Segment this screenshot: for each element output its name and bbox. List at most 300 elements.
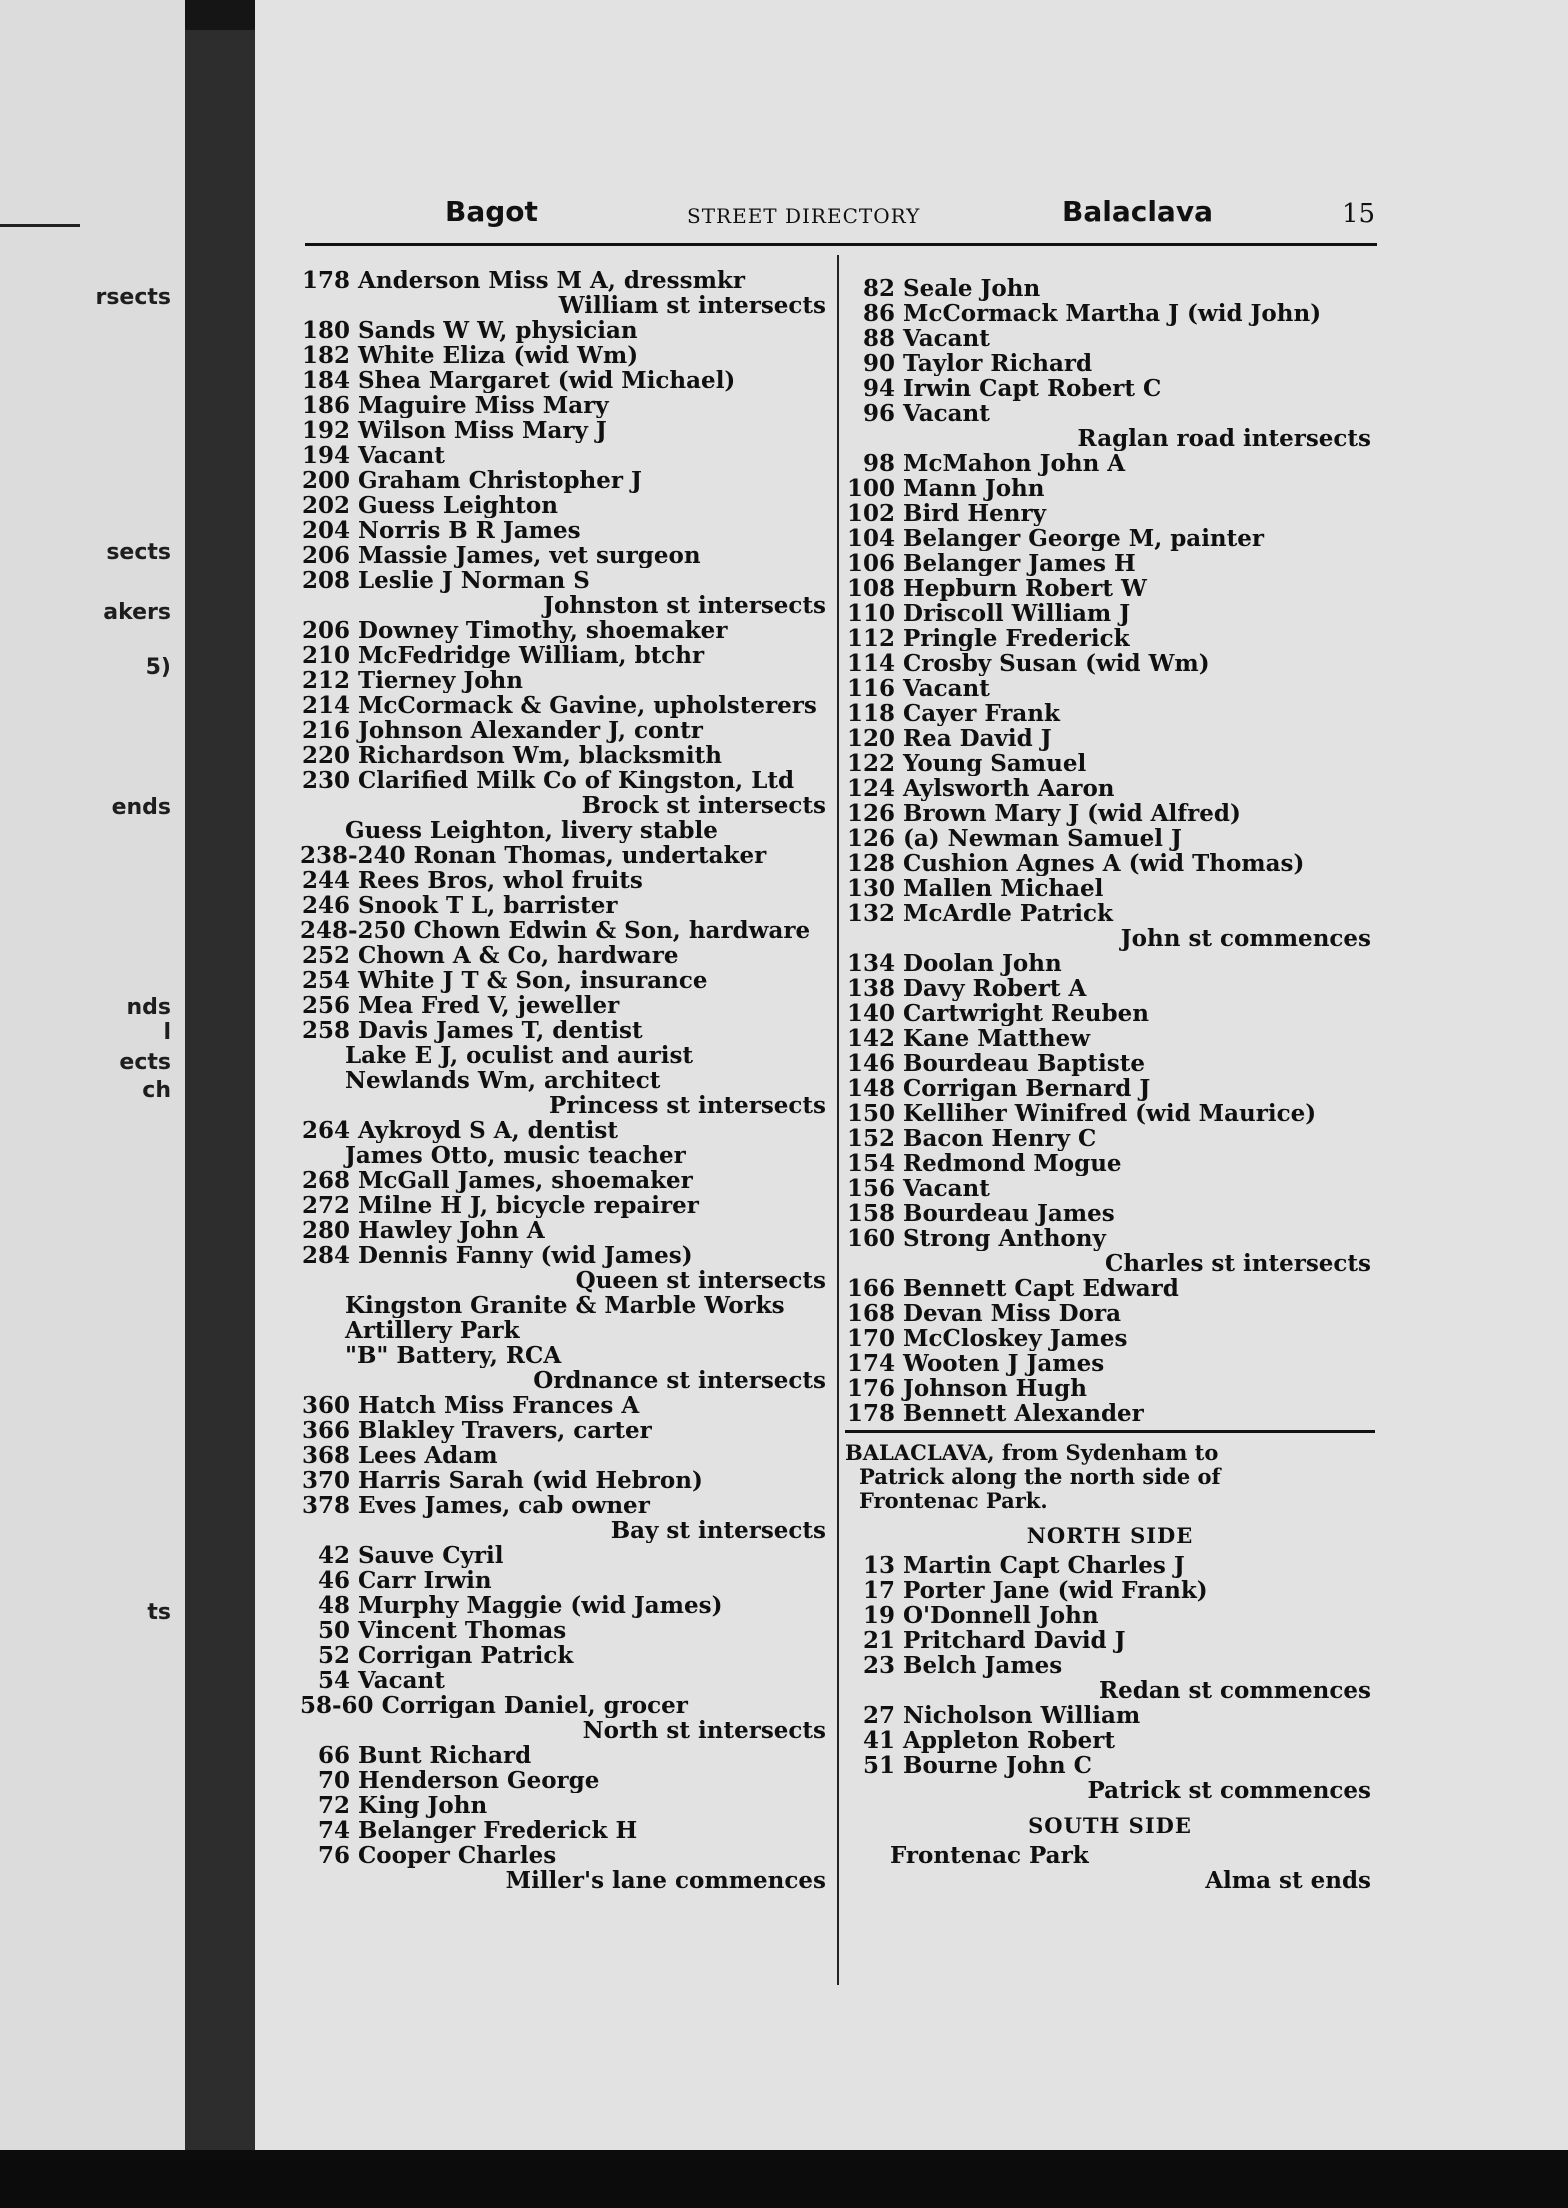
street-number: 118 [846, 701, 895, 726]
directory-entry [300, 318, 830, 343]
resident-name: Hawley John A [358, 1218, 545, 1243]
directory-entry [845, 1728, 1375, 1753]
directory-entry [300, 518, 830, 543]
directory-entry [845, 276, 1375, 301]
street-number: 88 [862, 326, 895, 351]
resident-name: Corrigan Patrick [358, 1643, 574, 1668]
street-number: 76 [317, 1843, 350, 1868]
cross-street: Charles st intersects [1105, 1251, 1371, 1276]
resident-name: Irwin Capt Robert C [903, 376, 1162, 401]
resident-name: White J T & Son, insurance [358, 968, 708, 993]
directory-entry [845, 676, 1375, 701]
street-number: 256 [301, 993, 350, 1018]
directory-entry [845, 551, 1375, 576]
resident-name: Bourdeau Baptiste [903, 1051, 1145, 1076]
directory-entry [845, 1628, 1375, 1653]
header-title: STREET DIRECTORY [687, 204, 921, 228]
resident-name: Vacant [903, 676, 990, 701]
street-number: 21 [862, 1628, 895, 1653]
directory-entry [845, 1578, 1375, 1603]
directory-entry [300, 443, 830, 468]
street-number: 176 [846, 1376, 895, 1401]
resident-name: Cartwright Reuben [903, 1001, 1149, 1026]
resident-name: Aykroyd S A, dentist [358, 1118, 618, 1143]
cross-street: Brock st intersects [581, 793, 826, 818]
street-number: 194 [301, 443, 350, 468]
directory-entry [845, 351, 1375, 376]
street-number: 124 [846, 776, 895, 801]
resident-name: King John [358, 1793, 488, 1818]
resident-name: Guess Leighton [358, 493, 558, 518]
street-number: 86 [862, 301, 895, 326]
street-number: 46 [317, 1568, 350, 1593]
directory-entry [845, 451, 1375, 476]
resident-name: Milne H J, bicycle repairer [358, 1193, 699, 1218]
balaclava-heading [845, 1441, 1375, 1513]
street-number: 370 [301, 1468, 350, 1493]
directory-entry [845, 1401, 1375, 1426]
continuation-entry: Newlands Wm, architect [345, 1068, 661, 1093]
directory-entry [845, 301, 1375, 326]
directory-entry [300, 918, 830, 943]
street-number: 280 [301, 1218, 350, 1243]
resident-name: Pritchard David J [903, 1628, 1126, 1653]
resident-name: Bacon Henry C [903, 1126, 1097, 1151]
directory-entry [300, 718, 830, 743]
directory-entry [845, 626, 1375, 651]
resident-name: Mea Fred V, jeweller [358, 993, 620, 1018]
directory-entry [300, 1493, 830, 1518]
directory-entry [300, 993, 830, 1018]
resident-name: Lees Adam [358, 1443, 498, 1468]
header-rule [305, 243, 1377, 246]
resident-name: Belanger James H [903, 551, 1136, 576]
directory-entry [845, 776, 1375, 801]
resident-name: Maguire Miss Mary [358, 393, 609, 418]
directory-entry [300, 1618, 830, 1643]
street-number: 120 [846, 726, 895, 751]
resident-name: Leslie J Norman S [358, 568, 590, 593]
street-number: 184 [301, 368, 350, 393]
street-number: 42 [317, 1543, 350, 1568]
continuation-entry: Lake E J, oculist and aurist [345, 1043, 694, 1068]
resident-name: Downey Timothy, shoemaker [358, 618, 728, 643]
balaclava-heading-line: Patrick along the north side of [859, 1464, 1221, 1489]
resident-name: (a) Newman Samuel J [903, 826, 1182, 851]
cross-street: Johnston st intersects [543, 593, 826, 618]
directory-entry [845, 851, 1375, 876]
street-number: 51 [862, 1753, 895, 1778]
resident-name: Belanger Frederick H [358, 1818, 638, 1843]
resident-name: Bourdeau James [903, 1201, 1115, 1226]
street-number: 108 [846, 576, 895, 601]
right-column [845, 276, 1375, 1893]
street-number: 246 [301, 893, 350, 918]
directory-entry [300, 843, 830, 868]
street-number: 368 [301, 1443, 350, 1468]
resident-name: Kane Matthew [903, 1026, 1091, 1051]
directory-entry [300, 868, 830, 893]
street-number: 148 [846, 1076, 895, 1101]
directory-entry [300, 768, 830, 793]
street-number: 360 [301, 1393, 350, 1418]
resident-name: Porter Jane (wid Frank) [903, 1578, 1208, 1603]
street-number: 150 [846, 1101, 895, 1126]
street-number: 132 [846, 901, 895, 926]
directory-entry [300, 968, 830, 993]
street-number: 50 [317, 1618, 350, 1643]
resident-name: Wooten J James [903, 1351, 1105, 1376]
street-number: 100 [846, 476, 895, 501]
street-number: 254 [301, 968, 350, 993]
resident-name: Doolan John [903, 951, 1062, 976]
resident-name: Chown Edwin & Son, hardware [413, 918, 811, 943]
resident-name: McFedridge William, btchr [358, 643, 705, 668]
resident-name: Ronan Thomas, undertaker [413, 843, 767, 868]
resident-name: Blakley Travers, carter [358, 1418, 652, 1443]
street-number: 366 [301, 1418, 350, 1443]
resident-name: Belch James [903, 1653, 1063, 1678]
street-number: 82 [862, 276, 895, 301]
street-number: 182 [301, 343, 350, 368]
directory-entry [845, 401, 1375, 426]
resident-name: Kelliher Winifred (wid Maurice) [903, 1101, 1317, 1126]
street-number: 212 [301, 668, 350, 693]
directory-entry [845, 1703, 1375, 1728]
street-number: 17 [862, 1578, 895, 1603]
street-number: 238-240 [300, 843, 406, 868]
left-page-text-fragment: ects [119, 1050, 171, 1075]
directory-entry [300, 1118, 830, 1143]
resident-name: Henderson George [358, 1768, 600, 1793]
resident-name: Wilson Miss Mary J [358, 418, 607, 443]
resident-name: Strong Anthony [903, 1226, 1106, 1251]
resident-name: Redmond Mogue [903, 1151, 1122, 1176]
street-number: 378 [301, 1493, 350, 1518]
street-number: 114 [846, 651, 895, 676]
street-number: 146 [846, 1051, 895, 1076]
resident-name: Martin Capt Charles J [903, 1553, 1185, 1578]
resident-name: Murphy Maggie (wid James) [358, 1593, 723, 1618]
cross-street: Ordnance st intersects [533, 1368, 826, 1393]
cross-street: Patrick st commences [1087, 1778, 1371, 1803]
street-number: 138 [846, 976, 895, 1001]
resident-name: Dennis Fanny (wid James) [358, 1243, 693, 1268]
directory-entry [300, 1168, 830, 1193]
street-number: 112 [846, 626, 895, 651]
street-number: 156 [846, 1176, 895, 1201]
directory-entry [300, 693, 830, 718]
directory-entry [845, 726, 1375, 751]
street-number: 258 [301, 1018, 350, 1043]
directory-entry [845, 1753, 1375, 1778]
street-number: 204 [301, 518, 350, 543]
left-page-rule [0, 224, 80, 227]
resident-name: Richardson Wm, blacksmith [358, 743, 722, 768]
directory-entry [300, 1593, 830, 1618]
street-number: 248-250 [300, 918, 406, 943]
street-number: 152 [846, 1126, 895, 1151]
resident-name: Hepburn Robert W [903, 576, 1147, 601]
resident-name: Davis James T, dentist [358, 1018, 643, 1043]
directory-entry [845, 1076, 1375, 1101]
resident-name: White Eliza (wid Wm) [358, 343, 639, 368]
page-header [445, 195, 1380, 237]
cross-street: John st commences [1120, 926, 1371, 951]
resident-name: Bennett Capt Edward [903, 1276, 1179, 1301]
street-number: 206 [301, 618, 350, 643]
directory-entry [300, 618, 830, 643]
directory-entry [300, 1393, 830, 1418]
directory-entry [845, 1226, 1375, 1251]
resident-name: Sauve Cyril [358, 1543, 504, 1568]
street-number: 116 [846, 676, 895, 701]
resident-name: McCormack & Gavine, upholsterers [358, 693, 817, 718]
resident-name: Hatch Miss Frances A [358, 1393, 640, 1418]
directory-entry [845, 501, 1375, 526]
street-number: 122 [846, 751, 895, 776]
directory-entry [845, 476, 1375, 501]
resident-name: O'Donnell John [903, 1603, 1099, 1628]
street-number: 58-60 [300, 1693, 374, 1718]
resident-name: Bird Henry [903, 501, 1046, 526]
directory-entry [300, 1768, 830, 1793]
resident-name: Young Samuel [903, 751, 1087, 776]
left-page-fragment [0, 0, 185, 2150]
directory-entry [300, 1818, 830, 1843]
resident-name: Bourne John C [903, 1753, 1092, 1778]
street-number: 284 [301, 1243, 350, 1268]
street-number: 102 [846, 501, 895, 526]
directory-entry [300, 1568, 830, 1593]
resident-name: Johnson Alexander J, contr [358, 718, 703, 743]
directory-entry [845, 1201, 1375, 1226]
directory-entry [300, 543, 830, 568]
continuation-entry: Frontenac Park [890, 1843, 1089, 1868]
resident-name: Vacant [903, 326, 990, 351]
directory-entry [300, 1018, 830, 1043]
resident-name: McCloskey James [903, 1326, 1128, 1351]
left-page-text-fragment: ts [147, 1600, 171, 1625]
left-page-text-fragment: ends [111, 795, 171, 820]
resident-name: Bennett Alexander [903, 1401, 1144, 1426]
resident-name: Carr Irwin [358, 1568, 492, 1593]
left-page-text-fragment: nds [126, 995, 171, 1020]
resident-name: Anderson Miss M A, dressmkr [358, 268, 745, 293]
street-number: 192 [301, 418, 350, 443]
directory-entry [300, 468, 830, 493]
street-number: 74 [317, 1818, 350, 1843]
street-number: 130 [846, 876, 895, 901]
street-number: 70 [317, 1768, 350, 1793]
left-page-text-fragment: akers [103, 600, 171, 625]
directory-entry [845, 1176, 1375, 1201]
directory-entry [300, 668, 830, 693]
scan-border [0, 2150, 1568, 2208]
continuation-entry: "B" Battery, RCA [345, 1343, 562, 1368]
street-number: 272 [301, 1193, 350, 1218]
continuation-entry: Guess Leighton, livery stable [345, 818, 718, 843]
resident-name: Brown Mary J (wid Alfred) [903, 801, 1241, 826]
continuation-entry: Kingston Granite & Marble Works [345, 1293, 785, 1318]
resident-name: Bunt Richard [358, 1743, 532, 1768]
resident-name: Devan Miss Dora [903, 1301, 1121, 1326]
street-number: 48 [317, 1593, 350, 1618]
directory-entry [845, 901, 1375, 926]
resident-name: McMahon John A [903, 451, 1126, 476]
directory-entry [845, 951, 1375, 976]
left-page-text-fragment: rsects [95, 285, 171, 310]
street-number: 140 [846, 1001, 895, 1026]
street-number: 210 [301, 643, 350, 668]
section-rule [845, 1430, 1375, 1433]
resident-name: Belanger George M, painter [903, 526, 1265, 551]
directory-entry [300, 943, 830, 968]
street-number: 126 [846, 826, 895, 851]
street-number: 128 [846, 851, 895, 876]
directory-entry [300, 1643, 830, 1668]
street-number: 160 [846, 1226, 895, 1251]
street-number: 168 [846, 1301, 895, 1326]
directory-entry [845, 751, 1375, 776]
street-number: 252 [301, 943, 350, 968]
directory-entry [300, 1793, 830, 1818]
street-number: 13 [862, 1553, 895, 1578]
street-number: 94 [862, 376, 895, 401]
left-page-text-fragment: 5) [145, 655, 171, 680]
directory-entry [300, 418, 830, 443]
directory-entry [845, 976, 1375, 1001]
street-number: 96 [862, 401, 895, 426]
directory-entry [300, 1693, 830, 1718]
directory-entry [300, 343, 830, 368]
directory-entry [845, 826, 1375, 851]
cross-street: William st intersects [558, 293, 826, 318]
resident-name: Rees Bros, whol fruits [358, 868, 643, 893]
directory-entry [845, 1126, 1375, 1151]
resident-name: McArdle Patrick [903, 901, 1113, 926]
directory-entry [845, 1301, 1375, 1326]
street-number: 216 [301, 718, 350, 743]
directory-entry [300, 393, 830, 418]
street-number: 180 [301, 318, 350, 343]
resident-name: Driscoll William J [903, 601, 1131, 626]
street-number: 174 [846, 1351, 895, 1376]
resident-name: Massie James, vet surgeon [358, 543, 701, 568]
street-number: 264 [301, 1118, 350, 1143]
street-number: 52 [317, 1643, 350, 1668]
cross-street: Bay st intersects [610, 1518, 826, 1543]
street-number: 170 [846, 1326, 895, 1351]
left-page-text-fragment: sects [106, 540, 171, 565]
directory-entry [300, 1468, 830, 1493]
directory-entry [300, 1668, 830, 1693]
street-number: 54 [317, 1668, 350, 1693]
directory-entry [300, 1243, 830, 1268]
resident-name: Davy Robert A [903, 976, 1087, 1001]
street-number: 158 [846, 1201, 895, 1226]
directory-entry [300, 1443, 830, 1468]
resident-name: Taylor Richard [903, 351, 1093, 376]
resident-name: Tierney John [358, 668, 523, 693]
directory-entry [845, 576, 1375, 601]
resident-name: Mallen Michael [903, 876, 1104, 901]
cross-street: Redan st commences [1098, 1678, 1371, 1703]
resident-name: Mann John [903, 476, 1045, 501]
street-number: 41 [862, 1728, 895, 1753]
directory-entry [845, 1101, 1375, 1126]
directory-entry [845, 526, 1375, 551]
resident-name: Aylsworth Aaron [903, 776, 1115, 801]
directory-entry [845, 876, 1375, 901]
header-street-end: Balaclava [1062, 195, 1213, 228]
resident-name: Clarified Milk Co of Kingston, Ltd [358, 768, 795, 793]
resident-name: Vacant [358, 1668, 445, 1693]
resident-name: Crosby Susan (wid Wm) [903, 651, 1210, 676]
street-number: 110 [846, 601, 895, 626]
column-divider [837, 255, 839, 1985]
street-number: 72 [317, 1793, 350, 1818]
street-number: 202 [301, 493, 350, 518]
directory-entry [845, 1653, 1375, 1678]
street-number: 178 [846, 1401, 895, 1426]
header-street-start: Bagot [445, 195, 538, 228]
street-number: 200 [301, 468, 350, 493]
directory-entry [845, 801, 1375, 826]
directory-entry [300, 893, 830, 918]
street-number: 27 [862, 1703, 895, 1728]
street-number: 154 [846, 1151, 895, 1176]
resident-name: Harris Sarah (wid Hebron) [358, 1468, 703, 1493]
street-number: 66 [317, 1743, 350, 1768]
street-number: 126 [846, 801, 895, 826]
south-side-label: SOUTH SIDE [1028, 1813, 1192, 1838]
resident-name: Appleton Robert [903, 1728, 1115, 1753]
balaclava-heading-line: Frontenac Park. [859, 1488, 1048, 1513]
directory-entry [300, 1418, 830, 1443]
street-number: 23 [862, 1653, 895, 1678]
directory-entry [845, 1001, 1375, 1026]
directory-entry [845, 1351, 1375, 1376]
directory-entry [300, 1218, 830, 1243]
resident-name: Rea David J [903, 726, 1052, 751]
street-number: 208 [301, 568, 350, 593]
north-side-label: NORTH SIDE [1026, 1523, 1194, 1548]
resident-name: Graham Christopher J [358, 468, 642, 493]
directory-entry [300, 1843, 830, 1868]
continuation-entry: Artillery Park [345, 1318, 520, 1343]
page-number: 15 [1342, 199, 1376, 229]
street-number: 98 [862, 451, 895, 476]
street-number: 178 [301, 268, 350, 293]
directory-entry [300, 268, 830, 293]
directory-entry [300, 1193, 830, 1218]
resident-name: Nicholson William [903, 1703, 1141, 1728]
resident-name: Cushion Agnes A (wid Thomas) [903, 851, 1305, 876]
resident-name: Vacant [903, 1176, 990, 1201]
street-number: 104 [846, 526, 895, 551]
directory-entry [845, 1026, 1375, 1051]
cross-street: Princess st intersects [549, 1093, 826, 1118]
resident-name: Vincent Thomas [358, 1618, 567, 1643]
street-number: 90 [862, 351, 895, 376]
street-number: 206 [301, 543, 350, 568]
directory-entry [300, 743, 830, 768]
continuation-entry: James Otto, music teacher [345, 1143, 686, 1168]
directory-entry [845, 326, 1375, 351]
resident-name: McCormack Martha J (wid John) [903, 301, 1322, 326]
book-gutter [185, 30, 255, 2170]
